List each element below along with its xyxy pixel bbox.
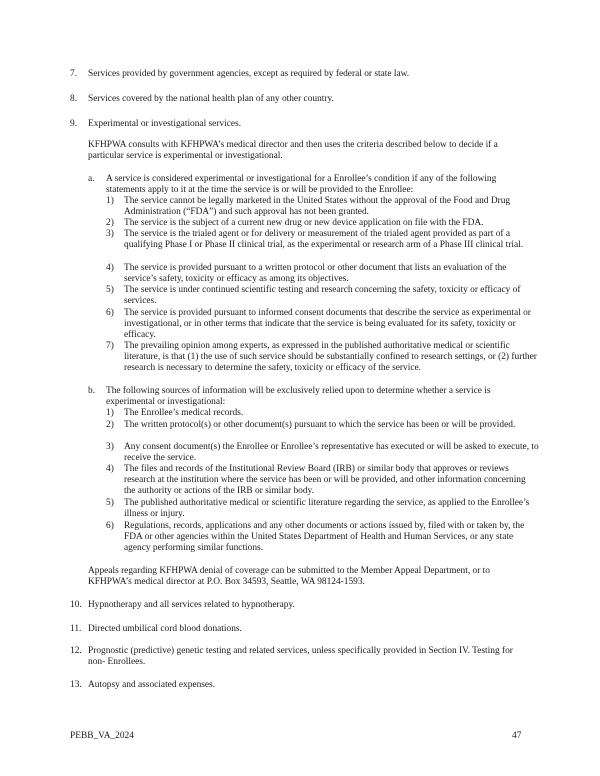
item-text: Prognostic (predictive) genetic testing and related services, unless specifically provided in Section IV. Testing for non- Enrollees. (88, 646, 513, 668)
sub-a-text: A service is considered experimental or investigational for a Enrollee’s condition if any of the following statements apply to it at the time the service is or will be provided to the Enrollee: (106, 174, 497, 196)
list-item: Any consent document(s) the Enrollee or Enrollee’s representative has executed or will be asked to execute, to receive the service. (124, 442, 539, 464)
list-item: The service is the subject of a current new drug or new device application on file with the FDA. (124, 218, 484, 228)
item-number: 9. (70, 119, 78, 129)
item-text: Directed umbilical cord blood donations. (88, 624, 242, 634)
list-number: 6) (106, 521, 114, 531)
list-item: The written protocol(s) or other document(s) pursuant to which the service has been or will be provided. (124, 420, 516, 430)
list-number: 3) (106, 442, 114, 452)
list-number: 2) (106, 420, 114, 430)
list-item: The service is under continued scientific testing and research concerning the safety, toxicity or efficacy of services. (124, 285, 521, 307)
item-number: 11. (70, 624, 82, 634)
list-number: 4) (106, 464, 114, 474)
list-item: The service is provided pursuant to a written protocol or other document that lists an evaluation of the service’s safety, toxicity or efficacy as among its objectives. (124, 263, 507, 285)
sub-letter-b: b. (88, 386, 96, 396)
item-text: Services provided by government agencies, except as required by federal or state law. (88, 69, 410, 79)
item-number: 12. (70, 646, 82, 656)
sub-letter-a: a. (88, 174, 95, 184)
list-item: The service cannot be legally marketed in the United States without the approval of the Food and Drug Administration (“FDA”) and such approval has not been granted. (124, 196, 511, 218)
item9-intro: KFHPWA consults with KFHPWA’s medical director and then uses the criteria described below to decide if a particular service is experimental or investigational. (88, 140, 498, 162)
item-text: Experimental or investigational services. (88, 119, 242, 129)
list-item: The Enrollee’s medical records. (124, 408, 244, 418)
item-text: Autopsy and associated expenses. (88, 680, 216, 690)
item-text: Hypnotherapy and all services related to hypnotherapy. (88, 600, 295, 610)
footer-doc-id: PEBB_VA_2024 (70, 731, 134, 741)
item-number: 7. (70, 69, 78, 79)
list-number: 2) (106, 218, 114, 228)
item-number: 8. (70, 94, 78, 104)
list-item: Regulations, records, applications and any other documents or actions issued by, filed with or taken by, the FDA or other agencies within the United States Department of Health and Human Services, or any state agency performing similar functions. (124, 521, 525, 554)
item-number: 10. (70, 600, 82, 610)
sub-b-text: The following sources of information will be exclusively relied upon to determine whether a service is experimental or investigational: (106, 386, 491, 408)
list-number: 1) (106, 408, 114, 418)
item-number: 13. (70, 680, 82, 690)
list-number: 4) (106, 263, 114, 273)
list-item: The service is the trialed agent or for delivery or measurement of the trialed agent provided as part of a qualifying Phase I or Phase II clinical trial, as the experimental or research arm of a Phase III clinical trial. (124, 229, 524, 251)
list-number: 6) (106, 308, 114, 318)
list-number: 7) (106, 341, 114, 351)
list-number: 3) (106, 229, 114, 239)
list-item: The files and records of the Institutional Review Board (IRB) or similar body that approves or reviews research at the institution where the service has been or will be provided, and other information concerning the authority or actions of the IRB or similar body. (124, 464, 526, 497)
list-item: The published authoritative medical or scientific literature regarding the service, as applied to the Enrollee’s illness or injury. (124, 498, 530, 520)
list-item: The service is provided pursuant to informed consent documents that describe the service as experimental or investigational, or in other terms that indicate that the service is being evaluated for its safety, toxicity or efficacy. (124, 308, 531, 341)
appeals-paragraph: Appeals regarding KFHPWA denial of coverage can be submitted to the Member Appeal Department, or to KFHPWA’s medical director at P.O. Box 34593, Seattle, WA 98124-1593. (88, 566, 490, 588)
item-text: Services covered by the national health plan of any other country. (88, 94, 334, 104)
list-item: The prevailing opinion among experts, as expressed in the published authoritative medical or scientific literature, is that (1) the use of such service should be substantially confined to research settings, or (2) further research is necessary to determine the safety, toxicity or efficacy of the service. (124, 341, 537, 374)
footer-page-number: 47 (512, 731, 522, 741)
list-number: 1) (106, 196, 114, 206)
list-number: 5) (106, 498, 114, 508)
list-number: 5) (106, 285, 114, 295)
